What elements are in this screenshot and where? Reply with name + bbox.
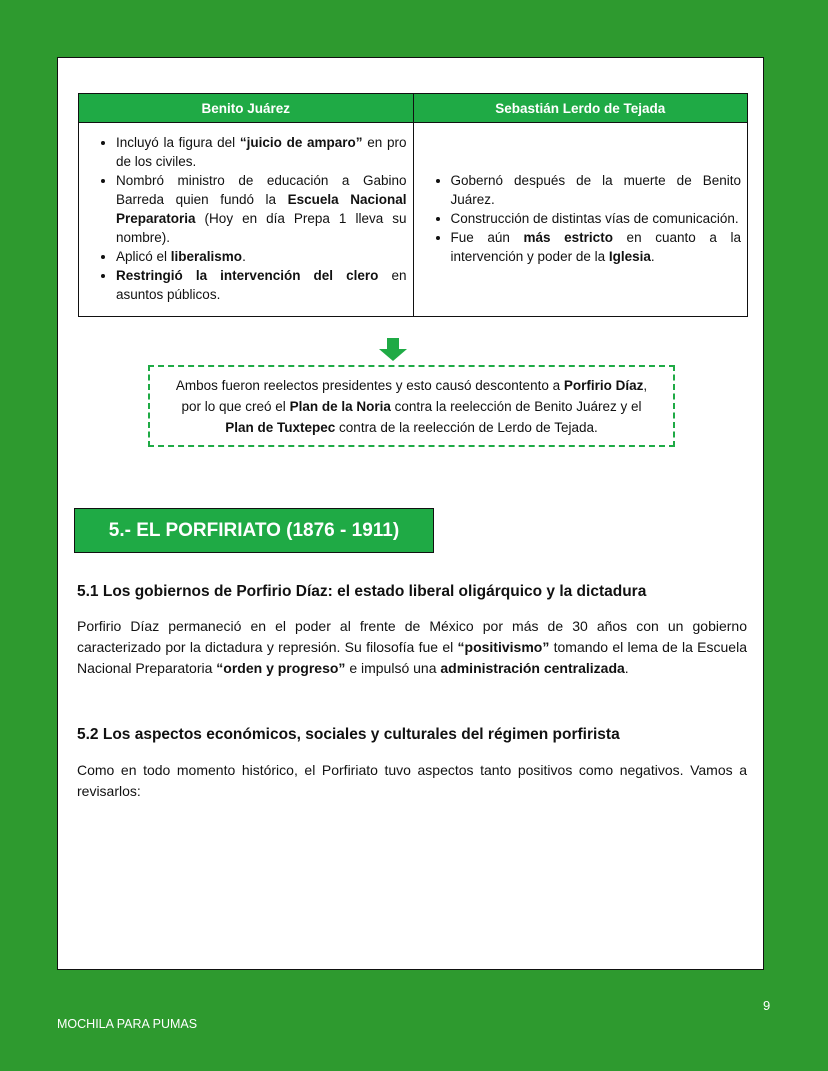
page-number: 9 — [763, 998, 771, 1013]
list-item: • Aplicó el liberalismo. — [116, 247, 407, 266]
lerdo-list — [420, 171, 742, 266]
header-benito-juarez: Benito Juárez — [79, 94, 414, 123]
juarez-list — [85, 133, 407, 304]
footer-text: MOCHILA PARA PUMAS — [57, 1017, 198, 1031]
heading-5-2: 5.2 Los aspectos económicos, sociales y culturales del régimen porfirista — [77, 726, 620, 743]
cell-juarez — [79, 123, 414, 317]
comparison-table — [78, 93, 748, 317]
list-item: • Fue aún más estricto en cuanto a la intervención y poder de la Iglesia. — [451, 228, 742, 266]
list-item: • Incluyó la figura del “juicio de amparo” en pro de los civiles. — [116, 133, 407, 171]
cell-lerdo — [413, 123, 748, 317]
paragraph-5-2: Como en todo momento histórico, el Porfiriato tuvo aspectos tanto positivos como negativos. Vamos a revisarlos: — [77, 762, 747, 799]
list-item: • Restringió la intervención del clero en asuntos públicos. — [116, 266, 407, 304]
heading-5-1: 5.1 Los gobiernos de Porfirio Díaz: el estado liberal oligárquico y la dictadura — [77, 583, 647, 600]
section-title: 5.- EL PORFIRIATO (1876 - 1911) — [74, 508, 434, 553]
paragraph-5-1: Porfirio Díaz permaneció en el poder al frente de México por más de 30 años con un gobierno caracterizado por la dictadura y represión. Su filosofía fue el “positivismo” tomando el lema de la Escuela Nacional Preparatoria “orden y progreso” e impulsó una administración centralizada. — [77, 618, 747, 676]
list-item: • Construcción de distintas vías de comunicación. — [451, 209, 742, 228]
list-item: • Nombró ministro de educación a Gabino Barreda quien fundó la Escuela Nacional Preparatoria (Hoy en día Prepa 1 lleva su nombre). — [116, 171, 407, 247]
list-item: • Gobernó después de la muerte de Benito Juárez. — [451, 171, 742, 209]
summary-note: Ambos fueron reelectos presidentes y esto causó descontento a Porfirio Díaz, por lo que creó el Plan de la Noria contra la reelección de Benito Juárez y el Plan de Tuxtepec contra de la reelección de Lerdo de Tejada. — [148, 365, 675, 447]
page-sheet — [57, 57, 764, 970]
header-lerdo-de-tejada: Sebastián Lerdo de Tejada — [413, 94, 748, 123]
